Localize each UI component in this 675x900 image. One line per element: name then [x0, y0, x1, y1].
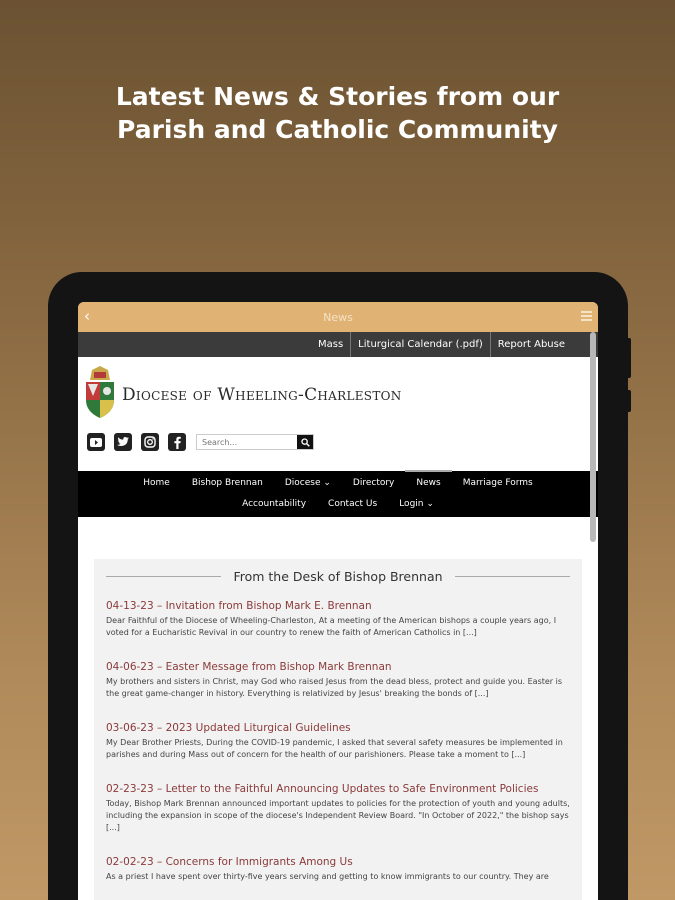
nav-accountability[interactable]: Accountability: [242, 499, 307, 509]
headline-line-1: Latest News & Stories from our: [115, 82, 560, 111]
section-title: From the Desk of Bishop Brennan: [233, 569, 443, 584]
news-content: [78, 517, 598, 900]
app-bar-title: News: [323, 310, 353, 324]
topnav-mass[interactable]: Mass: [317, 339, 344, 350]
post-excerpt: Dear Faithful of the Diocese of Wheeling-Charleston, At a meeting of the American bishops a couple years ago, I voted for a Eucharistic Revival in our country to renew the faith of American Catholics in [...]: [106, 616, 557, 637]
tablet-screen: [78, 302, 598, 900]
diocese-crest-logo[interactable]: [82, 366, 118, 422]
post-title-link[interactable]: 02-02-23 – Concerns for Immigrants Among Us: [106, 856, 353, 868]
divider: [106, 576, 221, 577]
main-nav: [78, 471, 598, 517]
search-icon[interactable]: [297, 435, 313, 449]
news-post: [106, 722, 570, 761]
tablet-side-button: [626, 390, 631, 412]
promo-headline: [0, 80, 675, 146]
divider: [455, 576, 570, 577]
twitter-icon[interactable]: [114, 433, 132, 451]
topnav-liturgical-calendar[interactable]: Liturgical Calendar (.pdf): [350, 332, 490, 357]
post-title-link[interactable]: 02-23-23 – Letter to the Faithful Announcing Updates to Safe Environment Policies: [106, 783, 539, 795]
post-excerpt: My brothers and sisters in Christ, may God who raised Jesus from the dead bless, protect and guide you. Easter is the great game-changer in history. Everything is relativized by Jesus' breaking the bonds of [...]: [106, 677, 563, 698]
news-panel: [94, 559, 582, 900]
site-header: [78, 357, 598, 471]
topnav-report-abuse[interactable]: Report Abuse: [490, 332, 572, 357]
post-excerpt: My Dear Brother Priests, During the COVID-19 pandemic, I asked that several safety measures be implemented in parishes and during Mass out of concern for the health of our parishioners. Please take a moment to [...]: [106, 738, 563, 759]
tablet-side-button: [626, 338, 631, 378]
social-links: [87, 433, 186, 451]
nav-diocese[interactable]: Diocese ⌄: [284, 478, 331, 488]
nav-contact-us[interactable]: Contact Us: [328, 499, 378, 509]
post-excerpt: Today, Bishop Mark Brennan announced important updates to policies for the protection of youth and young adults, including the expansion in scope of the diocese's Independent Review Board. "In October of 2022," the bishop says [...]: [106, 799, 570, 832]
nav-bishop-brennan[interactable]: Bishop Brennan: [191, 478, 263, 488]
nav-marriage-forms[interactable]: Marriage Forms: [462, 478, 533, 488]
news-post: [106, 856, 570, 883]
news-post: [106, 783, 570, 834]
facebook-icon[interactable]: [168, 433, 186, 451]
instagram-icon[interactable]: [141, 433, 159, 451]
post-title-link[interactable]: 04-06-23 – Easter Message from Bishop Mark Brennan: [106, 661, 392, 673]
nav-directory[interactable]: Directory: [352, 478, 395, 488]
nav-login[interactable]: Login ⌄: [399, 499, 434, 509]
post-title-link[interactable]: 03-06-23 – 2023 Updated Liturgical Guidelines: [106, 722, 351, 734]
section-heading: [106, 569, 570, 584]
chevron-left-icon[interactable]: ‹: [84, 307, 90, 325]
post-title-link[interactable]: 04-13-23 – Invitation from Bishop Mark E. Brennan: [106, 600, 372, 612]
top-utility-nav: [78, 332, 598, 357]
news-post: [106, 661, 570, 700]
site-title[interactable]: Diocese of Wheeling-Charleston: [122, 385, 402, 405]
hamburger-icon[interactable]: [581, 311, 592, 323]
youtube-icon[interactable]: [87, 433, 105, 451]
nav-news[interactable]: News: [405, 478, 451, 488]
headline-line-2: Parish and Catholic Community: [117, 115, 558, 144]
post-excerpt: As a priest I have spent over thirty-five years serving and getting to know immigrants to our country. They are: [106, 872, 549, 881]
news-post: [106, 600, 570, 639]
app-bar: [78, 302, 598, 332]
nav-home[interactable]: Home: [143, 478, 170, 488]
